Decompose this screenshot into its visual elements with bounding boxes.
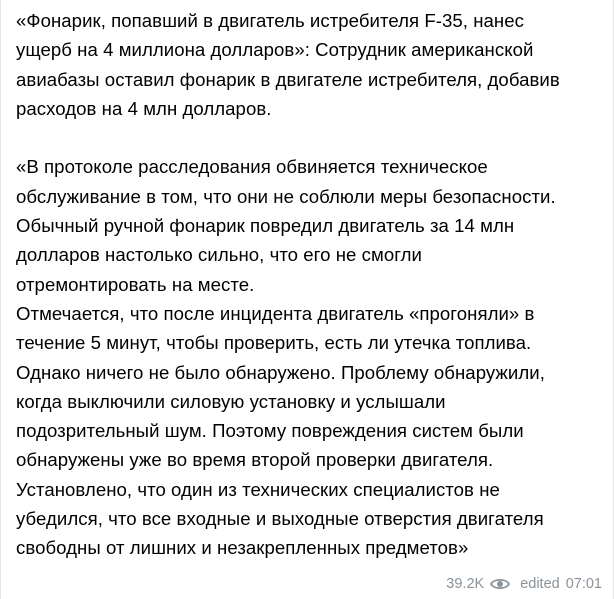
text-line: Однако ничего не было обнаружено. Проблему обнаружили,	[16, 361, 545, 383]
text-line: свободны от лишних и незакрепленных предметов»	[16, 537, 469, 559]
eye-icon	[490, 577, 510, 591]
text-line: убедился, что все входные и выходные отверстия двигателя	[16, 508, 544, 530]
post-meta	[446, 574, 602, 594]
text-line: Обычный ручной фонарик повредил двигатель за 14 млн	[16, 215, 515, 237]
text-line: отремонтировать на месте.	[16, 273, 255, 295]
text-line: обслуживание в том, что они не соблюли меры безопасности.	[16, 185, 556, 207]
text-line: течение 5 минут, чтобы проверить, есть ли утечка топлива.	[16, 332, 532, 354]
text-line: подозрительный шум. Поэтому повреждения систем были	[16, 420, 524, 442]
text-line: авиабазы оставил фонарик в двигателе истребителя, добавив	[16, 68, 560, 90]
text-line: ущерб на 4 миллиона долларов»: Сотрудник американской	[16, 39, 534, 61]
text-line: когда выключили силовую установку и услышали	[16, 390, 446, 412]
text-line: «В протоколе расследования обвиняется техническое	[16, 156, 488, 178]
post-text	[16, 6, 608, 563]
paragraph-spacer	[16, 123, 608, 152]
text-line: обнаружены уже во время второй проверки двигателя.	[16, 449, 494, 471]
text-line: расходов на 4 млн долларов.	[16, 97, 272, 119]
text-line: долларов настолько сильно, что его не смогли	[16, 244, 422, 266]
post-time: 07:01	[565, 576, 602, 592]
views-count: 39.2K	[446, 576, 485, 592]
text-line: Отмечается, что после инцидента двигатель «прогоняли» в	[16, 302, 535, 324]
post-paragraph	[16, 6, 608, 123]
text-line: «Фонарик, попавший в двигатель истребителя F-35, нанес	[16, 10, 524, 31]
edited-label: edited	[520, 576, 560, 592]
post-paragraph	[16, 152, 608, 562]
text-line: Установлено, что один из технических специалистов не	[16, 478, 500, 500]
